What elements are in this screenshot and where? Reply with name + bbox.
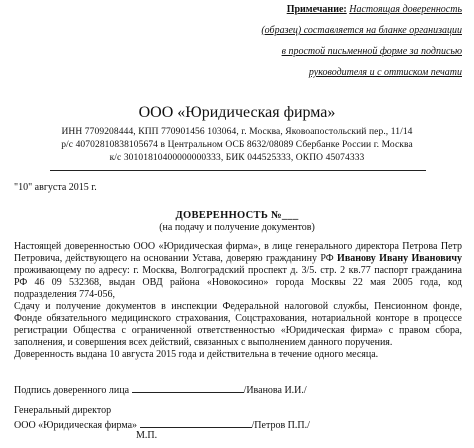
body-line: Доверенность выдана 10 августа 2015 года и действительна в течение одного месяца. (14, 349, 379, 360)
note-text: Настоящая доверенность (349, 4, 462, 15)
attorney-name-bold: Иванову Ивану Ивановичу (337, 253, 462, 264)
stamp-mark: М.П. (136, 430, 158, 441)
company-name: ООО «Юридическая фирма» (138, 104, 336, 121)
body-line: Фонде обязательного медицинского страхования, Соцстрахования, нотариальной конторе в процессе (14, 313, 462, 324)
attorney-signature-row (14, 382, 307, 396)
note-label: Примечание: (286, 4, 347, 15)
director-signature-line (140, 417, 252, 428)
director-signature-row (14, 417, 310, 431)
document-subtitle: (на подачу и получение документов) (159, 222, 315, 233)
director-signature-name: /Петров П.П./ (251, 420, 310, 431)
director-company: ООО «Юридическая фирма» (14, 420, 138, 431)
body-line: проживающему по адресу: г. Москва, Волгоградский проспект д. 3/5. стр. 2 кв.77 паспорт гражданина (14, 265, 462, 276)
note-line-2: (образец) составляется на бланке организации (261, 25, 462, 36)
body-line: Настоящей доверенностью ООО «Юридическая фирма», в лице генерального директора Петрова Петр (14, 241, 462, 252)
director-title: Генеральный директор (14, 405, 112, 416)
note-line-4: руководителя и с оттиском печати (308, 67, 462, 78)
body-line: Сдачу и получение документов в инспекции Федеральной налоговой службы, Пенсионном фонде, (14, 301, 462, 312)
body-line: заполнения, и совершения всех действий, связанных с выполнением данного поручения. (14, 337, 393, 348)
note-line-1 (287, 4, 462, 15)
company-requisites-2: р/с 40702810838105674 в Центральном ОСБ 8632/08089 Сбербанке России г. Москва (61, 140, 413, 150)
company-requisites-3: к/с 30101810400000000333, БИК 044525333, ОКПО 45074333 (109, 153, 365, 163)
attorney-signature-label: Подпись доверенного лица (14, 385, 130, 396)
note-line-3: в простой письменной форме за подписью (281, 46, 462, 57)
company-requisites-1: ИНН 7709208444, КПП 770901456 103064, г. Москва, Яковоапостольский пер., 11/14 (61, 127, 413, 137)
body-line: РФ 46 09 532368, выдан ОВД района «Новокосино» города Москвы 22 мая 2005 года, код (14, 277, 462, 288)
header-divider (50, 170, 426, 171)
body-line: подразделения 774-056, (14, 289, 115, 300)
attorney-signature-name: /Иванова И.И./ (243, 385, 307, 396)
document-title: ДОВЕРЕННОСТЬ №___ (175, 210, 299, 221)
body-line: регистрации Общества с ограниченной ответственностью «Юридическая фирма» с правом сбора, (14, 325, 462, 336)
attorney-signature-line (132, 382, 244, 393)
document-date: "10" августа 2015 г. (14, 182, 97, 193)
body-line: Петровича, действующего на основании Устава, доверяю гражданину РФ Иванову Ивану Ивановичу (14, 253, 462, 264)
